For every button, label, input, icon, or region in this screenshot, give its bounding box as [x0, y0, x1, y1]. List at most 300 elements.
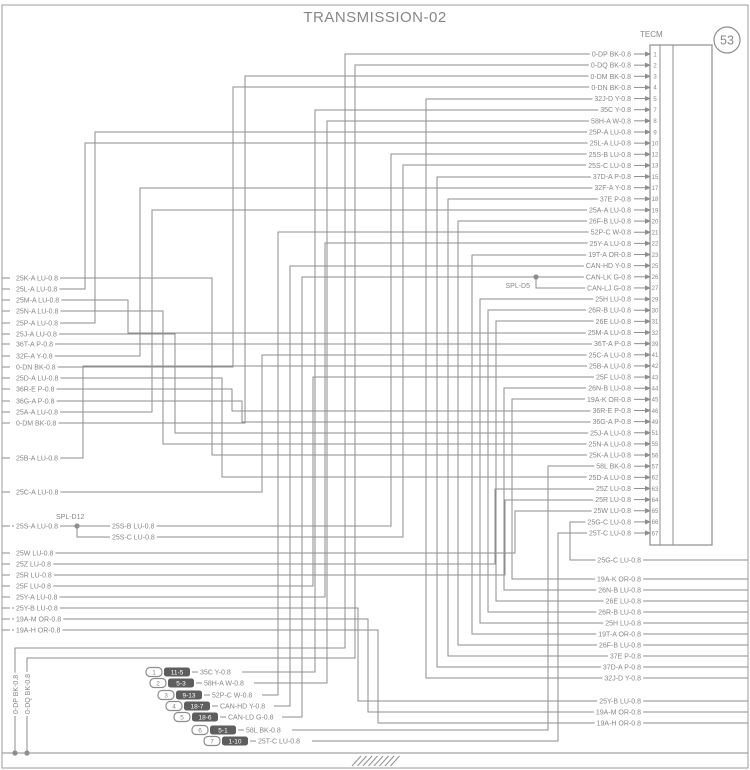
pin-number-group	[652, 375, 659, 381]
pin-wire-label-group	[592, 96, 633, 104]
pin-wire-label: 25R LU-0.8	[595, 497, 631, 505]
pin-wire-label-group	[598, 196, 633, 204]
inline-connector-wire-label: CAN-HD Y-0.8	[220, 703, 266, 711]
left-wire-label: 25F LU-0.8	[16, 583, 52, 591]
pin-number-group	[652, 253, 659, 259]
pin-number: 56	[651, 453, 659, 460]
inline-connector-number: 4	[172, 703, 176, 711]
pin-wire-label: 26F-B LU-0.8	[588, 218, 631, 226]
pin-number-group	[652, 487, 659, 493]
pin-wire-label: 25G-C LU-0.8	[587, 519, 631, 527]
wire	[292, 463, 631, 730]
pin-number: 23	[651, 252, 659, 259]
left-wire-label-group	[14, 308, 61, 316]
ground-dot	[12, 750, 17, 755]
left-wire-label: 0-DM BK-0.8	[16, 420, 57, 428]
pin-number-group	[652, 175, 659, 181]
ground-wire-label-group	[25, 672, 33, 716]
inline-connector-wire-label-group	[258, 739, 300, 746]
pin-wire-label: 0-DQ BK-0.8	[590, 62, 631, 70]
left-wire-label: 36T-A P-0.8	[16, 341, 53, 349]
left-wire-label: 25J-A LU-0.8	[16, 331, 57, 339]
pin-wire-label-group	[589, 73, 634, 81]
inline-connector-wire-label: 25T-C LU-0.8	[258, 738, 301, 746]
inline-connector-wire-label-group	[200, 670, 231, 677]
pin-wire-label-group	[588, 140, 633, 148]
pin-number: 45	[651, 397, 659, 404]
pin-number: 51	[651, 431, 659, 438]
pin-number: 7	[653, 108, 657, 114]
pin-number-group	[652, 387, 659, 393]
pin-number-group	[652, 409, 659, 415]
inline-connector-wire-label: 58H-A W-0.8	[204, 680, 244, 688]
right-exit-label: 25H LU-0.8	[605, 620, 641, 628]
right-exit-label: 19A-K OR-0.8	[597, 576, 641, 584]
wire	[254, 121, 630, 683]
inline-connector-code-group	[228, 739, 241, 746]
pin-wire-label: 19A-K OR-0.8	[587, 396, 631, 404]
pin-number: 19	[651, 208, 659, 215]
pin-wire-label-group	[591, 174, 633, 182]
inline-connector-code: 1-10	[228, 738, 242, 746]
inline-connector-number-group	[164, 693, 168, 700]
left-wire-label-group	[14, 409, 60, 417]
left-wire-label-group	[14, 561, 53, 569]
inline-connector-number-group	[172, 704, 176, 711]
pin-wire-label-group	[589, 62, 633, 70]
pin-number-group	[652, 275, 659, 281]
ground-dot	[24, 750, 29, 755]
pin-wire-label: 25C-A LU-0.8	[588, 352, 631, 360]
pin-wire-label: 25S-B LU-0.8	[588, 151, 631, 159]
pin-number: 9	[653, 130, 657, 137]
pin-wire-label-group	[587, 218, 633, 226]
left-wire-label: 25W LU-0.8	[16, 550, 54, 558]
pin-wire-label: 0-DN BK-0.8	[591, 84, 631, 92]
left-wire-label: 0-DN BK-0.8	[16, 364, 56, 372]
pin-wire-label: 0-DP BK-0.8	[591, 51, 631, 59]
left-wire-label: 25N-A LU-0.8	[16, 308, 59, 316]
pin-number: 21	[651, 230, 659, 237]
pin-number-group	[652, 264, 659, 270]
pin-number-group	[652, 208, 659, 214]
left-wire-label: 25D-A LU-0.8	[16, 375, 59, 383]
pin-number: 63	[651, 486, 659, 493]
left-wire-label-group	[14, 297, 61, 305]
ground-hatch-mark	[352, 756, 361, 766]
connector-name: TECM	[640, 30, 663, 39]
wire	[14, 374, 631, 586]
pin-number: 64	[651, 497, 659, 504]
pin-wire-label: 37D-A P-0.8	[592, 174, 631, 182]
inline-connector-number-group	[180, 715, 184, 722]
left-wire-label-group	[14, 594, 59, 602]
pin-number: 13	[651, 163, 659, 170]
right-exit-label: 32J-D Y-0.8	[604, 675, 641, 683]
pin-number-group	[652, 164, 659, 170]
inline-connector-number: 6	[198, 727, 202, 735]
pin-wire-label-group	[586, 385, 633, 393]
pin-number-group	[652, 331, 659, 337]
wire	[27, 62, 631, 753]
pin-wire-label: 26R-B LU-0.8	[588, 307, 631, 315]
pin-wire-label-group	[594, 463, 633, 471]
inline-connector-number: 7	[210, 738, 214, 746]
pin-wire-label-group	[586, 162, 633, 170]
pin-wire-label: 32J-D Y-0.8	[594, 96, 631, 104]
inline-connector-code-group	[190, 704, 203, 711]
left-wire-label-group	[14, 331, 59, 339]
inline-connector-wire-label-group	[220, 704, 265, 711]
pin-number: 1	[653, 52, 657, 59]
inline-connector-number: 2	[156, 680, 160, 688]
left-wire-label-group	[14, 572, 54, 580]
inline-connector-number: 1	[152, 669, 156, 677]
pin-number-group	[652, 320, 659, 326]
left-wire-label: 25S-A LU-0.8	[16, 523, 59, 531]
pin-number: 10	[651, 141, 659, 148]
right-exit-label: 19A-H OR-0.8	[596, 720, 641, 728]
pin-number: 42	[651, 364, 659, 371]
left-wire-label: 36G-A P-0.8	[16, 398, 55, 406]
splice-branch-label-group	[110, 534, 157, 542]
pin-number-group	[652, 286, 659, 292]
right-exit-label-group	[596, 631, 643, 639]
pin-wire-label: 58L BK-0.8	[596, 463, 631, 471]
pin-number: 5	[653, 96, 657, 103]
wire	[14, 511, 630, 553]
left-wire-label-group	[14, 550, 55, 558]
pin-number: 25	[651, 263, 659, 270]
pin-wire-label: CAN-LK G-0.8	[585, 274, 631, 282]
left-wire-label-group	[14, 386, 57, 394]
pin-number-group	[652, 219, 659, 225]
right-exit-label: 19T-A OR-0.8	[598, 631, 641, 639]
left-wire-label: 25P-A LU-0.8	[16, 320, 59, 328]
pin-wire-label: 26N-B LU-0.8	[588, 385, 631, 393]
pin-wire-label: CAN-LJ G-0.8	[587, 285, 631, 293]
ground-hatch-mark	[358, 756, 367, 766]
pin-wire-label: 26E LU-0.8	[595, 318, 631, 326]
pin-number-group	[652, 398, 659, 404]
pin-number: 20	[651, 219, 659, 226]
splice-branch-label: 25S-C LU-0.8	[112, 534, 155, 542]
pin-number-group	[652, 531, 659, 537]
pin-number-group	[652, 242, 659, 248]
ground-hatch-mark	[391, 756, 400, 766]
pin-number-group	[652, 141, 659, 147]
ground-wire-label: 0-DP BK-0.8	[13, 674, 20, 714]
pin-wire-label-group	[589, 118, 633, 126]
ground-hatch-mark	[363, 756, 372, 766]
right-exit-label-group	[601, 664, 643, 672]
pin-wire-label-group	[592, 341, 633, 349]
wire	[14, 132, 630, 323]
pin-wire-label: 52P-C W-0.8	[590, 229, 631, 237]
left-wire-label-group	[14, 420, 59, 428]
pin-number: 31	[651, 319, 659, 326]
inline-connector-code: 11-5	[170, 669, 184, 677]
wire	[15, 51, 631, 753]
splice-branch-label-group	[110, 523, 157, 531]
left-wire-label: 25Y-A LU-0.8	[16, 594, 58, 602]
pin-number: 12	[651, 152, 659, 159]
pin-wire-label-group	[584, 263, 633, 271]
left-wire-label: 19A-H OR-0.8	[16, 627, 61, 635]
inline-connector-wire-label-group	[212, 693, 252, 700]
left-wire-label-group	[14, 364, 58, 372]
pin-number-group	[652, 509, 659, 515]
right-exit-label: 26F-B LU-0.8	[598, 642, 641, 650]
pin-wire-label-group	[594, 374, 633, 382]
right-exit-label-group	[596, 587, 643, 595]
pin-number: 39	[651, 341, 659, 348]
pin-wire-label: 0-DM BK-0.8	[590, 73, 631, 81]
pin-number: 65	[651, 509, 659, 516]
left-wire-label-group	[14, 455, 60, 463]
pin-wire-label-group	[598, 107, 633, 115]
pin-number-group	[652, 520, 659, 526]
pin-number-group	[652, 453, 659, 459]
pin-wire-label-group	[586, 330, 633, 338]
left-wire-label-group	[14, 375, 61, 383]
pin-wire-label-group	[590, 51, 633, 59]
pin-number-group	[652, 476, 659, 482]
pin-wire-label-group	[587, 207, 633, 215]
pin-wire-label: 35C Y-0.8	[600, 107, 631, 115]
pin-wire-label-group	[588, 240, 633, 248]
pin-wire-label: 37E P-0.8	[599, 196, 631, 204]
connector-name-group	[640, 30, 663, 39]
pin-number: 3	[653, 74, 657, 81]
left-wire-label: 25Y-B LU-0.8	[16, 605, 58, 613]
right-exit-label-group	[608, 653, 643, 661]
ground-wire-label-group	[13, 673, 21, 716]
pin-wire-label: 25P-A LU-0.8	[588, 129, 631, 137]
pin-number-group	[652, 153, 659, 159]
pin-number-group	[652, 498, 659, 504]
left-wire-label-group	[14, 489, 61, 497]
pin-wire-label: 36G-A P-0.8	[592, 419, 631, 427]
wire	[242, 110, 630, 672]
pin-wire-label-group	[587, 363, 633, 371]
inline-connector-code-group	[198, 715, 211, 722]
pin-number: 29	[651, 297, 659, 304]
pin-wire-label: 58H-A W-0.8	[591, 118, 631, 126]
pin-wire-label: 25Y-A LU-0.8	[589, 240, 631, 248]
pin-number-group	[652, 309, 659, 315]
pin-number-group	[652, 464, 659, 470]
pin-number-group	[652, 420, 659, 426]
pin-wire-label-group	[593, 497, 633, 505]
pin-number: 55	[651, 442, 659, 449]
left-wire-label-group	[14, 341, 55, 349]
pin-number: 43	[651, 375, 659, 382]
pin-number-group	[652, 353, 659, 359]
pin-wire-label: 25K-A LU-0.8	[588, 452, 631, 460]
pin-wire-label-group	[585, 519, 633, 527]
pin-number-group	[652, 297, 659, 303]
pin-wire-label-group	[588, 430, 633, 438]
right-exit-label-group	[594, 709, 643, 717]
right-exit-label: 37E P-0.8	[609, 653, 641, 661]
inline-connector-code: 9-13	[182, 692, 196, 700]
pin-wire-label-group	[592, 185, 633, 193]
pin-wire-label-group	[586, 252, 633, 260]
pin-number: 66	[651, 520, 659, 527]
pin-wire-label-group	[590, 419, 633, 427]
pin-wire-label: 25A-A LU-0.8	[588, 207, 631, 215]
left-wire-label-group	[14, 398, 57, 406]
wire	[262, 229, 631, 695]
pin-wire-label-group	[587, 151, 634, 159]
pin-wire-label: 25D-A LU-0.8	[588, 474, 631, 482]
left-wire-label-group	[14, 605, 60, 613]
inline-connector-code-group	[171, 670, 184, 677]
right-exit-label-group	[597, 698, 643, 706]
left-wire-label: 19A-M OR-0.8	[16, 616, 62, 624]
pin-number: 57	[651, 464, 659, 471]
pin-wire-label: 25Z LU-0.8	[595, 485, 631, 493]
left-wire-label-group	[14, 353, 55, 361]
page-title: TRANSMISSION-02	[303, 9, 447, 26]
left-wire-label-group	[14, 286, 59, 294]
inline-connector-number-group	[156, 681, 160, 688]
left-wire-label: 25M-A LU-0.8	[16, 297, 60, 305]
pin-wire-label-group	[587, 452, 633, 460]
splice-label-group	[54, 514, 87, 522]
pin-wire-label: 32F-A Y-0.8	[594, 185, 631, 193]
splice-branch-label: 25S-B LU-0.8	[112, 523, 155, 531]
pin-wire-label-group	[589, 84, 633, 92]
pin-wire-label-group	[584, 274, 633, 282]
pin-number-group	[652, 442, 659, 448]
inline-connector-code: 5-3	[176, 680, 186, 688]
inline-connector-number-group	[198, 728, 202, 735]
connector-body	[650, 45, 712, 545]
left-wire-label-group	[14, 616, 63, 624]
left-wire-label: 36R-E P-0.8	[16, 386, 55, 394]
left-wire-label: 25C-A LU-0.8	[16, 489, 59, 497]
inline-connector-number-group	[152, 670, 156, 677]
pin-number: 2	[653, 63, 657, 70]
right-exit-label-group	[602, 675, 643, 683]
pin-number-group	[652, 231, 659, 237]
inline-connector-number: 3	[164, 692, 168, 700]
pin-number-group	[652, 186, 659, 192]
left-wire-label: 25B-A LU-0.8	[16, 455, 59, 463]
splice-dot	[533, 274, 538, 279]
pin-wire-label-group	[594, 318, 634, 326]
pin-wire-label-group	[592, 508, 633, 516]
pin-wire-label: 25T-C LU-0.8	[588, 530, 631, 538]
inline-connector-wire-label-group	[246, 728, 281, 735]
right-exit-label: 26N-B LU-0.8	[598, 587, 641, 595]
splice-dot	[74, 523, 79, 528]
pin-wire-label-group	[586, 307, 633, 315]
inline-connector-number: 5	[180, 714, 184, 722]
pin-wire-label-group	[589, 229, 633, 237]
inline-connector-wire-label: CAN-LD G-0.8	[228, 714, 274, 722]
pin-number: 30	[651, 308, 659, 315]
inline-connector-code: 18-6	[198, 714, 212, 722]
left-wire-label-group	[14, 320, 60, 328]
pin-wire-label-group	[585, 285, 633, 293]
wire	[14, 188, 630, 356]
connector-id: 53	[720, 33, 734, 48]
pin-wire-label: 25N-A LU-0.8	[588, 441, 631, 449]
pin-number: 32	[651, 330, 659, 337]
pin-wire-label: 25J-A LU-0.8	[590, 430, 631, 438]
inline-connector-number-group	[210, 739, 214, 746]
left-wire-label: 25R LU-0.8	[16, 572, 52, 580]
pin-number: 27	[651, 286, 659, 293]
pin-number: 46	[651, 408, 659, 415]
ground-hatch-mark	[374, 756, 383, 766]
pin-wire-label-group	[593, 296, 633, 304]
pin-number: 49	[651, 419, 659, 426]
ground-hatch-mark	[369, 756, 378, 766]
pin-number: 15	[651, 174, 659, 181]
pin-number: 62	[651, 475, 659, 482]
right-exit-label-group	[596, 609, 643, 617]
pin-wire-label: CAN-HD Y-0.8	[585, 263, 631, 271]
pin-wire-label-group	[587, 530, 633, 538]
pin-number: 44	[651, 386, 659, 393]
inline-connector-code-group	[182, 693, 195, 700]
wire	[282, 277, 630, 717]
inline-connector-code: 5-1	[218, 727, 228, 735]
right-exit-label: 26R-B LU-0.8	[598, 609, 641, 617]
pin-wire-label-group	[587, 474, 634, 482]
ground-hatch-mark	[385, 756, 394, 766]
labels-layer	[2, 274, 643, 745]
left-wire-label: 25Z LU-0.8	[16, 561, 52, 569]
inline-connector-code: 18-7	[190, 703, 204, 711]
connector-id-group	[720, 34, 734, 48]
pin-wire-label: 25L-A LU-0.8	[589, 140, 631, 148]
splice-label: SPL-D5	[505, 283, 530, 290]
left-wire-label: 25A-A LU-0.8	[16, 409, 59, 417]
ground-wire-label: 0-DQ BK-0.8	[25, 673, 32, 714]
inline-connector-wire-label: 35C Y-0.8	[200, 669, 231, 677]
inline-connector-wire-label-group	[228, 715, 274, 722]
pin-number-group	[652, 431, 659, 437]
left-wire-label-group	[14, 627, 62, 635]
pin-wire-label-group	[587, 129, 633, 137]
pin-wire-label-group	[590, 407, 633, 415]
right-exit-label-group	[595, 720, 643, 728]
pin-wire-label-group	[587, 352, 634, 360]
inline-connector-code-group	[176, 681, 186, 688]
pin-number: 4	[653, 85, 657, 92]
left-wire-label-group	[14, 583, 53, 591]
splice-label: SPL-D12	[56, 514, 85, 521]
inline-connector-wire-label-group	[204, 681, 244, 688]
right-exit-label: 25Y-B LU-0.8	[599, 698, 641, 706]
left-wire-label: 25L-A LU-0.8	[16, 286, 58, 294]
pin-number: 18	[651, 197, 659, 204]
inline-connector-code-group	[218, 728, 228, 735]
pin-wire-label: 25F LU-0.8	[595, 374, 631, 382]
right-exit-label-group	[603, 620, 643, 628]
pin-number-group	[652, 364, 659, 370]
right-exit-label-group	[604, 598, 644, 606]
pin-number: 41	[651, 353, 659, 360]
pin-wire-label: 36R-E P-0.8	[592, 407, 631, 415]
pin-wire-label: 19T-A OR-0.8	[588, 252, 631, 260]
pin-wire-label-group	[594, 485, 633, 493]
